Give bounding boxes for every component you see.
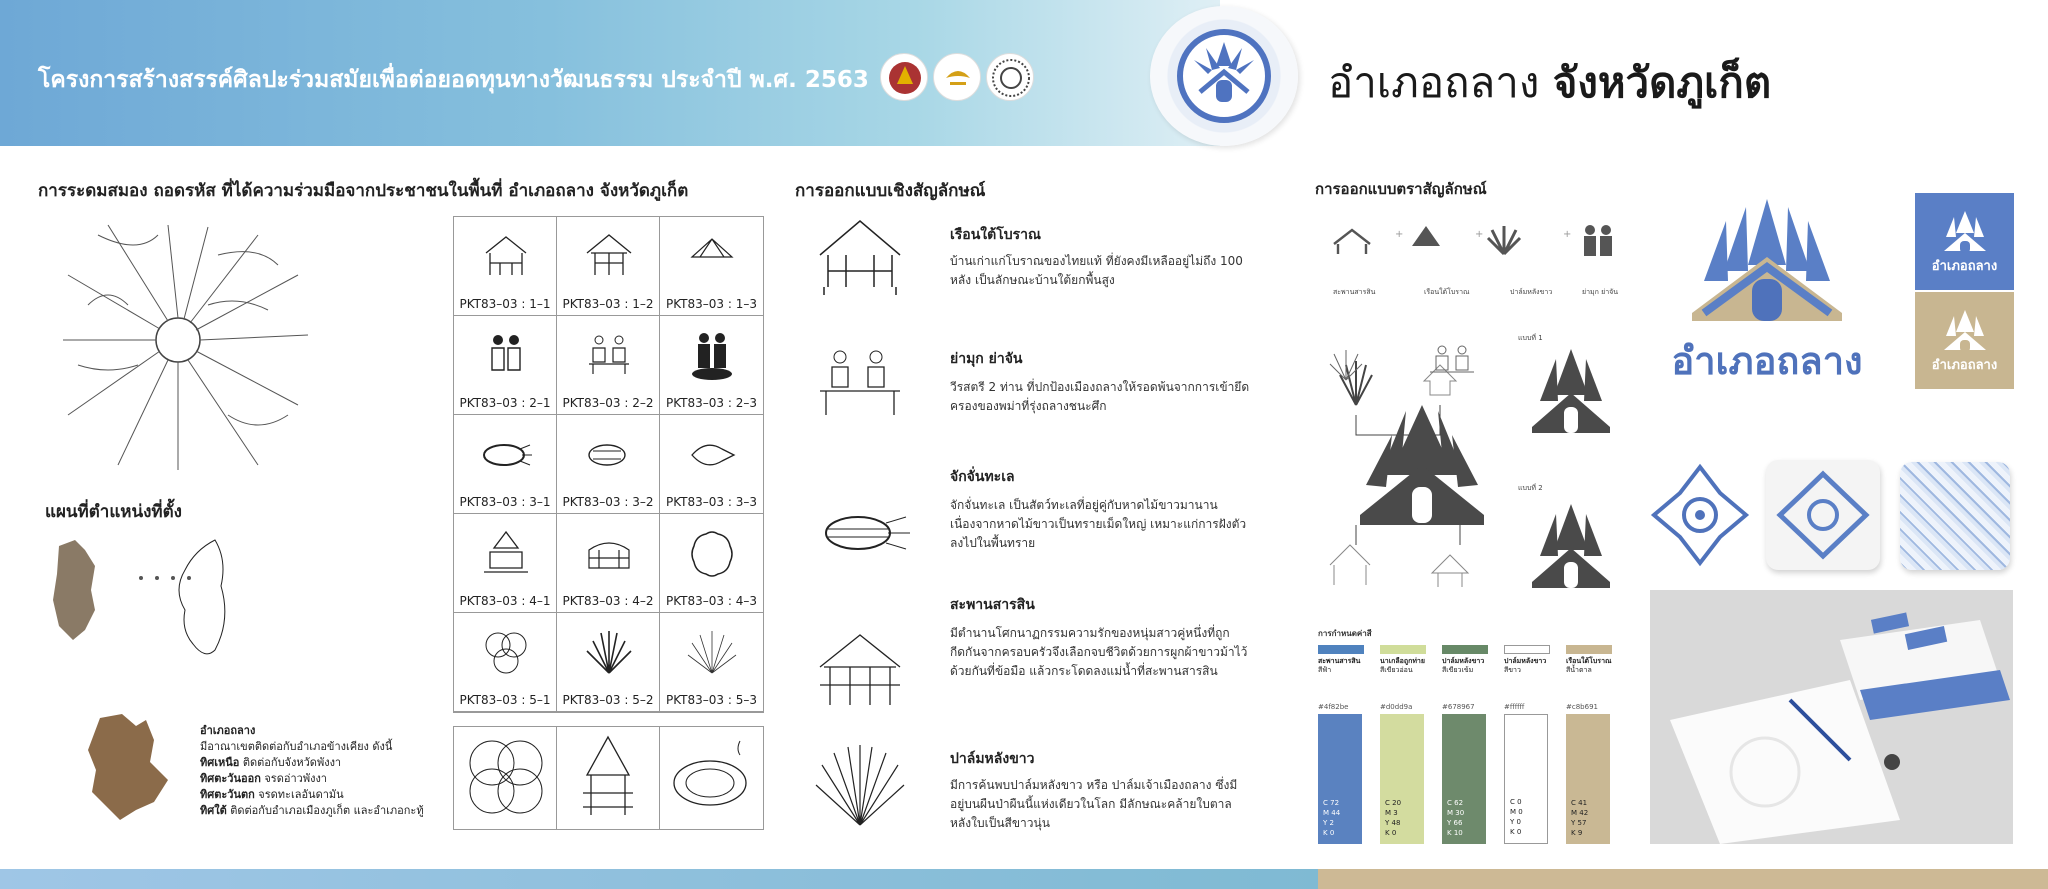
design-item-body: มีการค้นพบปาล์มหลังขาว หรือ ปาล์มเจ้าเมืองถลาง ซึ่งมีอยู่บนผืนป่าผืนนี้แห่งเดียวในโลก มีลักษณะคล้ายใบตาล หลังใบเป็นสีขาวนุ่น <box>950 778 1238 830</box>
plus-sign: + <box>1475 229 1484 240</box>
design-item-body: บ้านเก่าแก่โบราณของไทยแท้ ที่ยังคงมีเหลืออยู่ไม่ถึง 100 หลัง เป็นลักษณะบ้านใต้ยกพื้นสูง <box>950 254 1243 287</box>
sketch-grid <box>453 216 764 713</box>
main-logo <box>1652 195 1882 385</box>
color-sub: สีเขียวอ่อน <box>1380 666 1413 674</box>
sketch-cell <box>557 316 660 415</box>
district-map <box>80 710 180 830</box>
border-text: จรดอ่าวพังงา <box>264 772 327 785</box>
project-title: โครงการสร้างสรรค์ศิลปะร่วมสมัยเพื่อต่อยอดทุนทางวัฒนธรรม ประจำปี พ.ศ. 2563 <box>38 67 869 93</box>
cmyk: C 41 M 42 Y 57 K 9 <box>1571 799 1589 837</box>
main-logo-text: อำเภอถลาง <box>1671 339 1863 383</box>
border-dir: ทิศใต้ <box>200 804 227 817</box>
sketch-code: PKT83–03 : 3–2 <box>562 495 654 509</box>
location-info <box>200 723 424 819</box>
cmyk: C 72 M 44 Y 2 K 0 <box>1323 799 1341 837</box>
color-sub: สีเขียวเข้ม <box>1442 666 1474 674</box>
sketch-cell <box>557 217 660 316</box>
sketch-code: PKT83–03 : 4–1 <box>459 594 551 608</box>
seal-emblem-2 <box>933 53 981 101</box>
seal-emblem-3 <box>986 53 1034 101</box>
border-text: จรดทะเลอันดามัน <box>258 788 344 801</box>
plus-sign: + <box>1563 229 1572 240</box>
border-row <box>200 755 424 771</box>
logo-block-text: อำเภอถลาง <box>1931 358 1998 373</box>
color-sub: สีฟ้า <box>1318 666 1332 674</box>
sketch-code: PKT83–03 : 5–2 <box>562 693 654 707</box>
sketch-cell <box>454 217 557 316</box>
version-1-label: แบบที่ 1 <box>1518 334 1543 342</box>
identity-title: การออกแบบตราสัญลักษณ์ <box>1315 180 1487 198</box>
color-label <box>1442 657 1496 675</box>
sketch-grid-extra <box>453 726 764 830</box>
element-label: ปาล์มหลังขาว <box>1510 288 1553 296</box>
district-brand <box>1328 50 1771 116</box>
sketch-code: PKT83–03 : 2–1 <box>459 396 551 410</box>
logo-block-gold <box>1915 292 2014 389</box>
design-title: การออกแบบเชิงสัญลักษณ์ <box>795 181 986 201</box>
sketch-cell <box>557 514 660 613</box>
color-hex: #d0dd9a <box>1380 703 1413 711</box>
border-text: ติดต่อกับจังหวัดพังงา <box>242 756 342 769</box>
color-hex: #4f82be <box>1318 703 1349 711</box>
color-name: ปาล์มหลังขาว <box>1504 657 1547 665</box>
color-label <box>1380 657 1434 675</box>
color-swatch-small <box>1442 645 1488 654</box>
sketch-code: PKT83–03 : 4–3 <box>666 594 757 608</box>
sketch-code: PKT83–03 : 4–2 <box>562 594 654 608</box>
cmyk: C 0 M 0 Y 0 K 0 <box>1510 798 1523 836</box>
color-name: นาเกลือถูกท่าย <box>1380 657 1425 665</box>
design-item-title: เรือนใต้โบราณ <box>950 227 1041 243</box>
map-images <box>45 530 235 690</box>
stationery-mockup <box>1650 590 2013 844</box>
sketch-cell <box>660 727 763 829</box>
color-swatch <box>1566 714 1610 844</box>
color-swatch-small <box>1566 645 1612 654</box>
seal-emblem-1 <box>880 53 928 101</box>
color-name: เรือนใต้โบราณ <box>1566 657 1612 665</box>
border-dir: ทิศตะวันออก <box>200 772 261 785</box>
border-row <box>200 787 424 803</box>
element-label: ย่ามุก ย่าจัน <box>1582 288 1619 296</box>
sketch-cell <box>557 613 660 712</box>
version-2-label: แบบที่ 2 <box>1518 484 1543 492</box>
element-sketches <box>1322 340 1502 410</box>
element-label: สะพานสารสิน <box>1333 288 1376 296</box>
brand-province: จังหวัดภูเก็ต <box>1552 58 1772 107</box>
pattern-motif <box>1650 463 1750 568</box>
border-dir: ทิศตะวันตก <box>200 788 255 801</box>
border-dir: ทิศเหนือ <box>200 756 240 769</box>
sketch-code: PKT83–03 : 1–3 <box>666 297 757 311</box>
design-illustrations <box>810 215 920 835</box>
logo-variant-2 <box>1526 500 1616 600</box>
plus-sign: + <box>1395 229 1404 240</box>
design-item-body: จักจั่นทะเล เป็นสัตว์ทะเลที่อยู่คู่กับหาดไม้ขาวมานาน เนื่องจากหาดไม้ขาวเป็นทรายเม็ดใหญ่ เหมาะแก่การฝังตัวลงไปในพื้นทราย <box>950 498 1247 550</box>
sketch-code: PKT83–03 : 3–1 <box>459 495 551 509</box>
color-label <box>1318 657 1372 675</box>
sketch-cell <box>660 613 763 712</box>
color-swatch-small <box>1504 645 1550 654</box>
color-swatch <box>1442 714 1486 844</box>
design-item-title: จักจั่นทะเล <box>950 469 1015 485</box>
sketch-cell <box>454 727 557 829</box>
color-sub: สีน้ำตาล <box>1566 666 1592 674</box>
sketch-code: PKT83–03 : 1–1 <box>459 297 551 311</box>
sketch-cell <box>454 613 557 712</box>
element-icons <box>1328 218 1618 278</box>
design-item-title: ย่ามุก ย่าจัน <box>950 351 1023 367</box>
logo-block-text: อำเภอถลาง <box>1931 259 1998 274</box>
sketch-code: PKT83–03 : 1–2 <box>562 297 654 311</box>
sketch-cell <box>454 415 557 514</box>
design-item-title: สะพานสารสิน <box>950 597 1035 613</box>
logo-variant-1 <box>1526 345 1616 445</box>
sketch-cell <box>557 415 660 514</box>
cmyk: C 20 M 3 Y 48 K 0 <box>1385 799 1402 837</box>
sketch-cell <box>454 316 557 415</box>
sketch-code: PKT83–03 : 5–3 <box>666 693 757 707</box>
color-hex: #ffffff <box>1504 703 1525 711</box>
sketch-code: PKT83–03 : 5–1 <box>459 693 551 707</box>
design-item-body: มีตำนานโศกนาฏกรรมความรักของหนุ่มสาวคู่หนึ่งที่ถูกกีดกันจากครอบครัวจึงเลือกจบชีวิตด้วยการผูกผ้าขาวม้าไว้ด้วยกันที่ข้อมือ แล้วกระโดดลงแม่น้ำที่สะพานสารสิน <box>950 626 1248 678</box>
color-hex: #c8b691 <box>1566 703 1598 711</box>
design-item-title: ปาล์มหลังขาว <box>950 751 1035 767</box>
loc-name: อำเภอถลาง <box>200 724 256 737</box>
color-name: สะพานสารสิน <box>1318 657 1361 665</box>
sketch-cell <box>557 727 660 829</box>
sketch-cell <box>660 217 763 316</box>
brainstorm-title: การระดมสมอง ถอดรหัส ที่ได้ความร่วมมือจากประชาชนในพื้นที่ อำเภอถลาง จังหวัดภูเก็ต <box>38 181 689 201</box>
mindmap-sketch <box>58 215 318 475</box>
logo-block-blue <box>1915 193 2014 290</box>
sketch-cell <box>660 415 763 514</box>
design-item-body: วีรสตรี 2 ท่าน ที่ปกป้องเมืองถลางให้รอดพ้นจากการเข้ายึดครองของพม่าที่รุ่งถลางชนะศึก <box>950 380 1250 413</box>
district-logo-seal <box>1150 6 1298 146</box>
color-label <box>1504 657 1558 675</box>
color-section-title: การกำหนดค่าสี <box>1318 629 1372 638</box>
header-banner <box>0 0 1220 146</box>
border-text: ติดต่อกับอำเภอเมืองภูเก็ต และอำเภอกะทู้ <box>230 804 424 817</box>
color-label <box>1566 657 1620 675</box>
color-swatch <box>1380 714 1424 844</box>
cmyk: C 62 M 30 Y 66 K 10 <box>1447 799 1465 837</box>
color-name: ปาล์มหลังขาว <box>1442 657 1485 665</box>
sketch-code: PKT83–03 : 3–3 <box>666 495 757 509</box>
color-swatch-small <box>1318 645 1364 654</box>
color-swatch-small <box>1380 645 1426 654</box>
sketch-cell <box>660 316 763 415</box>
sketch-code: PKT83–03 : 2–2 <box>562 396 654 410</box>
sketch-code: PKT83–03 : 2–3 <box>666 396 757 410</box>
color-hex: #678967 <box>1442 703 1475 711</box>
pillow-pattern <box>1900 462 2010 570</box>
footer-bar-blue <box>0 869 1318 889</box>
loc-desc: มีอาณาเขตติดต่อกับอำเภอข้างเคียง ดังนี้ <box>200 740 393 753</box>
color-swatch <box>1318 714 1362 844</box>
color-swatch <box>1504 714 1548 844</box>
footer-bar-gold <box>1318 869 2048 889</box>
color-sub: สีขาว <box>1504 666 1521 674</box>
border-row <box>200 771 424 787</box>
location-title: แผนที่ตำแหน่งที่ตั้ง <box>45 502 182 522</box>
pillow-white <box>1766 460 1880 570</box>
sketch-cell <box>454 514 557 613</box>
sketch-cell <box>660 514 763 613</box>
element-label: เรือนใต้โบราณ <box>1424 288 1470 296</box>
border-row <box>200 803 424 819</box>
brand-district: อำเภอถลาง <box>1328 58 1540 107</box>
